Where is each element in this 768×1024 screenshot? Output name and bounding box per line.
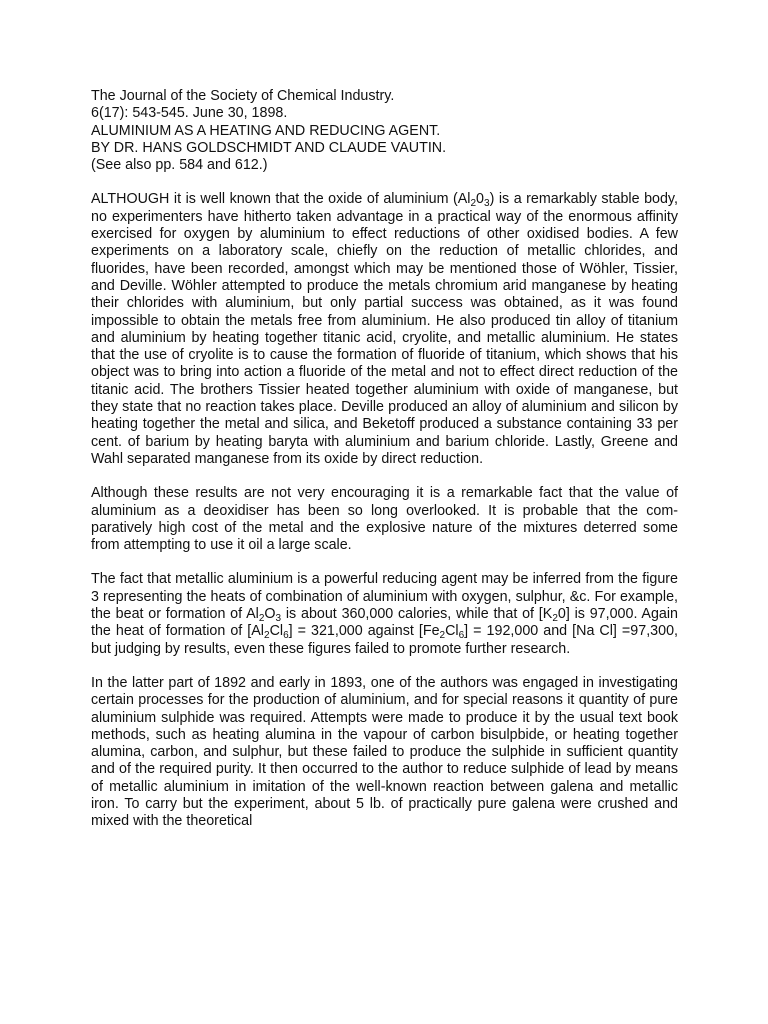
p1-text-a: ALTHOUGH it is well known that the oxide of aluminium (Al	[91, 191, 471, 208]
see-also-note: (See also pp. 584 and 612.)	[91, 157, 268, 174]
journal-name: The Journal of the Society of Chemical Industry.	[91, 88, 395, 104]
p3-sub-1: 2	[258, 613, 265, 625]
paragraph-2: Although these results are not very encouraging it is a remarkable fact that the value of aluminium as a deoxidiser has been so long overlooked. It is probable that the com-paratively high cost of the metal and the explosive nature of the mixtures deterred some from attempting to use it oil a large scale.	[91, 485, 678, 554]
p1-text-b: 0	[476, 191, 484, 208]
p3-sub-2: 3	[275, 613, 282, 625]
p3-sub-3: 2	[552, 613, 558, 625]
p3-text-e: Cl	[269, 623, 284, 640]
p3-sub-4: 2	[264, 630, 270, 642]
p3-text-h: ] = 192,000 and [Na Cl] =97,300, but judging by results, even these figures failed to promote further research.	[91, 623, 678, 657]
citation: 6(17): 543-545. June 30, 1898.	[91, 105, 288, 122]
paragraph-4: In the latter part of 1892 and early in 1893, one of the authors was engaged in investigating certain processes for the production of aluminium, and for special reasons it quantity of pure aluminium sulphide was required. Attempts were made to produce it by the usual text book methods, such as heating alumina in the vapour of carbon bisulpbide, or heating together alumina, carbon, and sulphur, but these failed to produce the sulphide in sufficient quantity and of the required purity. It then occurred to the author to reduce sulphide of lead by means of metallic aluminium in imitation of the well-known reaction between galena and metallic iron. To carry but the experiment, about 5 lb. of practically pure galena were crushed and mixed with the theoretical	[91, 674, 678, 830]
article-title: ALUMINIUM AS A HEATING AND REDUCING AGENT.	[91, 122, 441, 139]
paragraph-3	[91, 571, 678, 657]
p3-text-b: O	[264, 606, 276, 623]
p1-sub-2: 3	[484, 198, 490, 210]
p3-text-d: 0] is 97,000. Again the heat of formation of [Al	[91, 606, 678, 640]
p3-sub-5: 6	[283, 630, 289, 642]
p3-text-f: ] = 321,000 against [Fe	[288, 623, 440, 640]
paragraph-1	[91, 191, 678, 468]
article-authors: BY DR. HANS GOLDSCHMIDT AND CLAUDE VAUTIN.	[91, 139, 447, 156]
p3-sub-6: 2	[439, 630, 446, 642]
p3-sub-7: 6	[458, 630, 465, 642]
p3-text-c: is about 360,000 calories, while that of [K	[281, 606, 553, 623]
p1-text-c: ) is a remarkably stable body, no experimenters have hitherto taken advantage in a practical way of the enormous affinity exercised for oxygen by aluminium to effect reductions of other oxidised bodies. A few experiments on a laboratory scale, chiefly on the reduction of metallic chlorides, and fluorides, have been recorded, amongst which may be mentioned those of Wöhler, Tissier, and Deville. Wöhler attempted to produce the metals chromium arid manganese by heating their chlorides with aluminium, but only partial success was obtained, as it was found impossible to obtain the metals free from aluminium. He also produced tin alloy of titanium and aluminium by heating together titanic acid, cryolite, and metallic aluminium. He states that the use of cryolite is to cause the formation of fluoride of titanium, which shows that his object was to bring into action a fluoride of the metal and not to effect direct reduction of the titanic acid. The brothers Tissier heated together aluminium with oxide of manganese, but they state that no reaction takes place. Deville produced an alloy of aluminium and silicon by heating together the metal and silica, and Beketoff produced a substance containing 33 per cent. of barium by heating baryta with aluminium and barium chloride. Lastly, Greene and Wahl separated manganese from its oxide by direct reduction.	[91, 191, 678, 467]
p3-text-g: Cl	[445, 623, 459, 640]
p1-sub-1: 2	[470, 198, 477, 210]
article-header	[91, 88, 678, 174]
p3-text-a: The fact that metallic aluminium is a powerful reducing agent may be inferred from the figure 3 representing the heats of combination of aluminium with oxygen, sulphur, &c. For example, the beat or formation of Al	[91, 571, 678, 623]
